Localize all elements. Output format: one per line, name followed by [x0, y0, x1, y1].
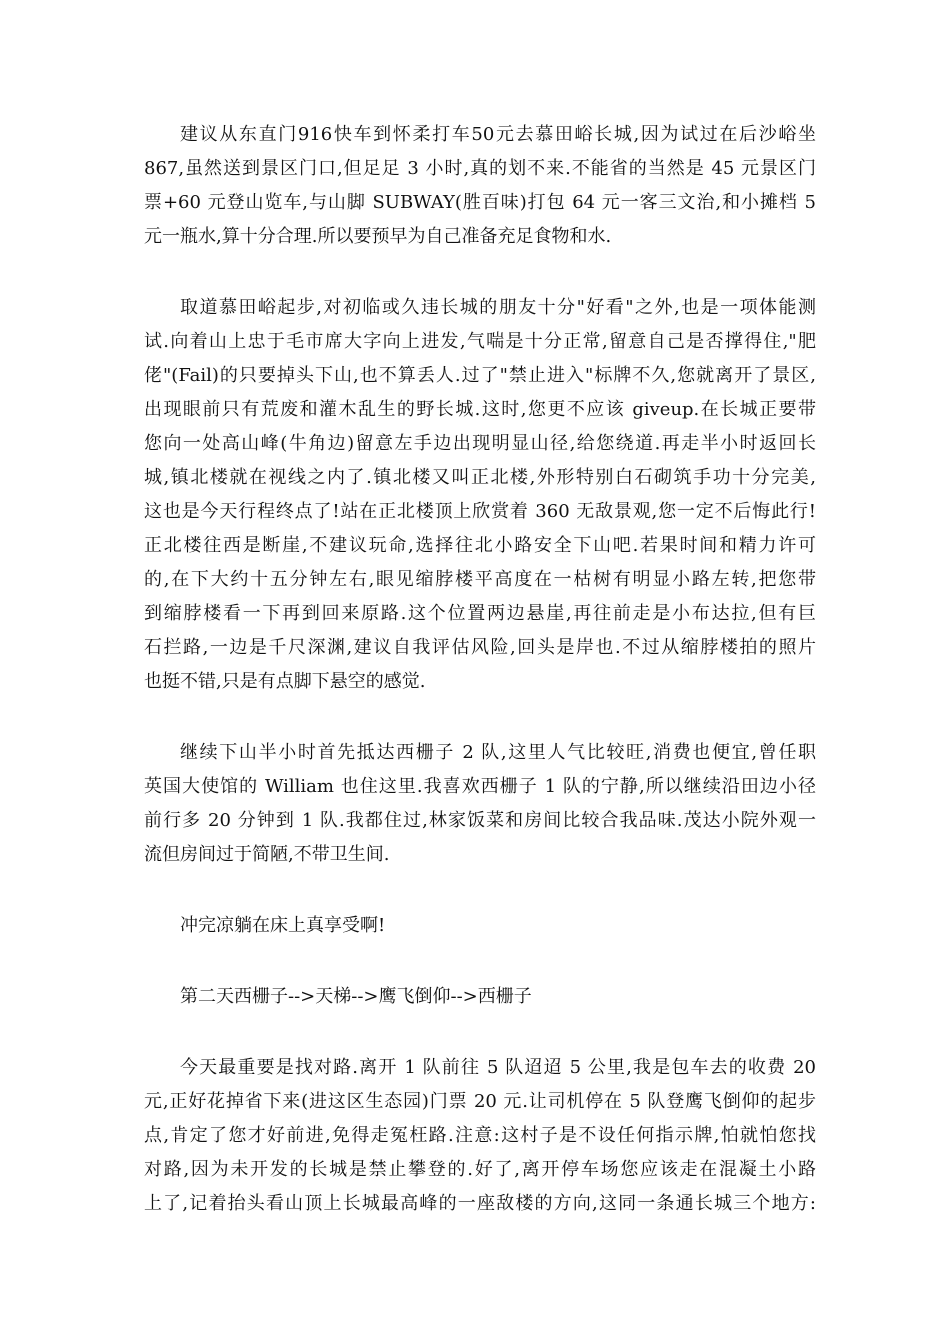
text-line: 出现眼前只有荒废和灌木乱生的野长城.这时,您更不应该 giveup.在长城正要带 — [144, 399, 816, 420]
text-line: 建议从东直门916快车到怀柔打车50元去慕田峪长城,因为试过在后沙峪坐 — [180, 124, 816, 145]
paragraph-mutianyu-route — [144, 291, 816, 699]
text-line: 第二天西栅子-->天梯-->鹰飞倒仰-->西栅子 — [180, 986, 532, 1007]
text-line: 点,肯定了您才好前进,免得走冤枉路.注意:这村子是不设任何指示牌,怕就怕您找 — [144, 1125, 816, 1146]
text-line: 冲完凉躺在床上真享受啊! — [180, 915, 386, 936]
text-line: 的,在下大约十五分钟左右,眼见缩脖楼平高度在一枯树有明显小路左转,把您带 — [144, 569, 816, 590]
text-line: 英国大使馆的 William 也住这里.我喜欢西栅子 1 队的宁静,所以继续沿田边小径 — [144, 776, 816, 797]
text-line: 也挺不错,只是有点脚下悬空的感觉. — [144, 671, 426, 692]
text-line: 正北楼往西是断崖,不建议玩命,选择往北小路安全下山吧.若果时间和精力许可 — [144, 535, 816, 556]
text-line: 城,镇北楼就在视线之内了.镇北楼又叫正北楼,外形特别白石砌筑手功十分完美, — [144, 467, 816, 488]
text-line: 到缩脖楼看一下再到回来原路.这个位置两边悬崖,再往前走是小布达拉,但有巨 — [144, 603, 816, 624]
text-line: 元,正好花掉省下来(进这区生态园)门票 20 元.让司机停在 5 队登鹰飞倒仰的起步 — [144, 1091, 816, 1112]
text-line: 867,虽然送到景区门口,但足足 3 小时,真的划不来.不能省的当然是 45 元景区门 — [144, 158, 816, 179]
text-line: 上了,记着抬头看山顶上长城最高峰的一座敌楼的方向,这同一条通长城三个地方: — [144, 1193, 816, 1214]
text-line: 石拦路,一边是千尺深渊,建议自我评估风险,回头是岸也.不过从缩脖楼拍的照片 — [144, 637, 816, 658]
paragraph-day-two-heading — [144, 980, 816, 1014]
text-line: 试.向着山上忠于毛市席大字向上进发,气喘是十分正常,留意自己是否撑得住,"肥 — [144, 331, 816, 352]
paragraph-transport — [144, 118, 816, 254]
text-line: 取道慕田峪起步,对初临或久违长城的朋友十分"好看"之外,也是一项体能测 — [180, 297, 816, 318]
text-line: 今天最重要是找对路.离开 1 队前往 5 队迢迢 5 公里,我是包车去的收费 20 — [180, 1057, 816, 1078]
document-body — [144, 118, 816, 1258]
text-line: 元一瓶水,算十分合理.所以要预早为自己准备充足食物和水. — [144, 226, 612, 247]
text-line: 这也是今天行程终点了!站在正北楼顶上欣赏着 360 无敌景观,您一定不后悔此行! — [144, 501, 816, 522]
text-line: 票+60 元登山览车,与山脚 SUBWAY(胜百味)打包 64 元一客三文治,和小摊档 5 — [144, 192, 816, 213]
paragraph-shower — [144, 909, 816, 943]
text-line: 前行多 20 分钟到 1 队.我都住过,林家饭菜和房间比较合我品味.茂达小院外观一 — [144, 810, 816, 831]
text-line: 您向一处高山峰(牛角边)留意左手边出现明显山径,给您绕道.再走半小时返回长 — [144, 433, 816, 454]
paragraph-xizhazi — [144, 736, 816, 872]
text-line: 继续下山半小时首先抵达西栅子 2 队,这里人气比较旺,消费也便宜,曾任职 — [180, 742, 816, 763]
text-line: 流但房间过于简陋,不带卫生间. — [144, 844, 390, 865]
text-line: 对路,因为未开发的长城是禁止攀登的.好了,离开停车场您应该走在混凝土小路 — [144, 1159, 816, 1180]
paragraph-day-two-route — [144, 1051, 816, 1221]
text-line: 佬"(Fail)的只要掉头下山,也不算丢人.过了"禁止进入"标牌不久,您就离开了景区, — [144, 365, 816, 386]
